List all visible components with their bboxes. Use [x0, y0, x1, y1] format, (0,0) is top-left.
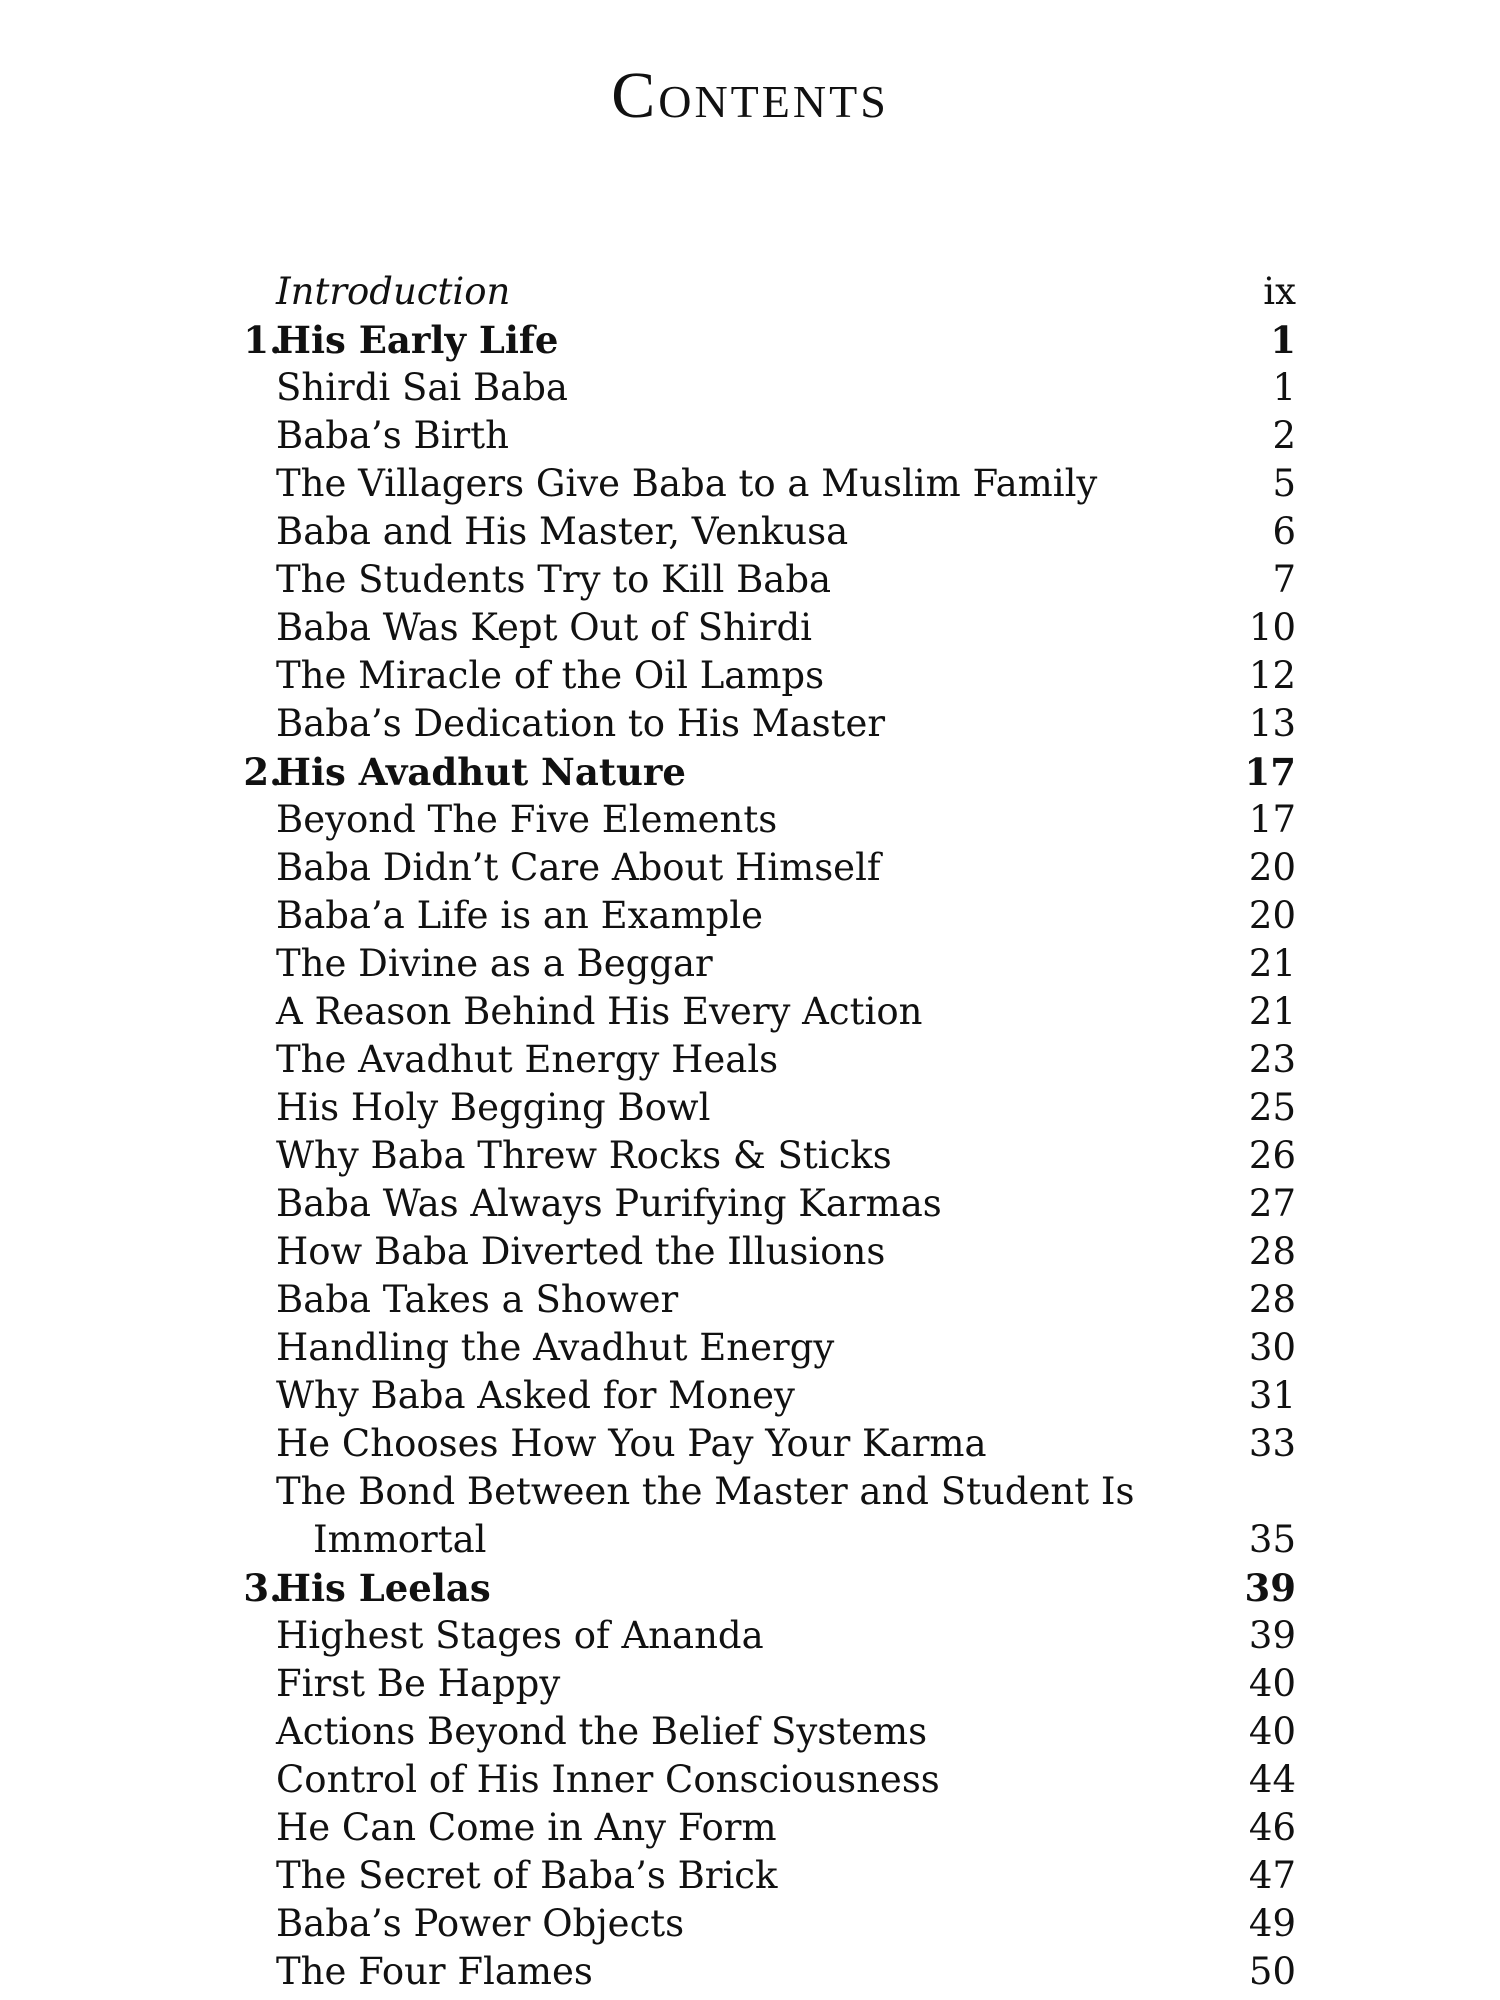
toc-entry-title: Shirdi Sai Baba [276, 366, 568, 409]
toc-entry-title: Baba Takes a Shower [276, 1278, 679, 1321]
toc-entry-page: 21 [1248, 942, 1296, 985]
toc-entry-page: 23 [1248, 1038, 1296, 1081]
toc-entry-page: 5 [1272, 462, 1296, 505]
toc-entry[interactable] [0, 1468, 1500, 1516]
toc-entry-page: 26 [1248, 1134, 1296, 1177]
toc-entry[interactable] [0, 652, 1500, 700]
toc-entry-title: First Be Happy [276, 1662, 561, 1705]
toc-entry-page: 31 [1248, 1374, 1296, 1417]
toc-entry[interactable] [0, 1612, 1500, 1660]
toc-entry-page: 12 [1248, 654, 1296, 697]
toc-entry[interactable] [0, 412, 1500, 460]
toc-entry-page: 39 [1248, 1614, 1296, 1657]
toc-entry-title: Baba Didn’t Care About Himself [276, 846, 881, 889]
toc-entry[interactable] [0, 1756, 1500, 1804]
toc-entry[interactable] [0, 1132, 1500, 1180]
toc-entry-title: Actions Beyond the Belief Systems [276, 1710, 928, 1753]
toc-entry[interactable] [0, 1804, 1500, 1852]
chapter-page: 1 [1270, 318, 1296, 362]
toc-entry-page: 17 [1248, 798, 1296, 841]
toc-entry-page: 13 [1248, 702, 1296, 745]
toc-entry[interactable] [0, 892, 1500, 940]
toc-entry-page: 33 [1248, 1422, 1296, 1465]
toc-entry[interactable] [0, 460, 1500, 508]
toc-entry-title: Beyond The Five Elements [276, 798, 778, 841]
toc-entry-title: The Divine as a Beggar [276, 942, 713, 985]
toc-entry-page: 35 [1248, 1518, 1296, 1561]
toc-entry-title: The Miracle of the Oil Lamps [276, 654, 825, 697]
toc-entry[interactable] [0, 364, 1500, 412]
toc-entry[interactable] [0, 844, 1500, 892]
toc-entry-title: The Students Try to Kill Baba [276, 558, 832, 601]
toc-entry-title: The Avadhut Energy Heals [276, 1038, 779, 1081]
toc-entry-title: Control of His Inner Consciousness [276, 1758, 940, 1801]
toc-entry[interactable] [0, 1708, 1500, 1756]
toc-entry[interactable] [0, 988, 1500, 1036]
toc-entry-page: 46 [1248, 1806, 1296, 1849]
toc-entry-page: 30 [1248, 1326, 1296, 1369]
toc-entry-page: 44 [1248, 1758, 1296, 1801]
toc-entry-page: 28 [1248, 1230, 1296, 1273]
toc-entry-title: Baba Was Always Purifying Karmas [276, 1182, 942, 1225]
toc-entry-page: 10 [1248, 606, 1296, 649]
toc-entry-title: Baba and His Master, Venkusa [276, 510, 849, 553]
toc-entry-page: 25 [1248, 1086, 1296, 1129]
toc-entry-page: 1 [1272, 366, 1296, 409]
chapter-page: 17 [1244, 750, 1296, 794]
toc-entry-page: 47 [1248, 1854, 1296, 1897]
toc-entry-title: He Can Come in Any Form [276, 1806, 777, 1849]
toc-entry-title: Why Baba Asked for Money [276, 1374, 795, 1417]
toc-entry-title: How Baba Diverted the Illusions [276, 1230, 886, 1273]
toc-entry-title: The Villagers Give Baba to a Muslim Family [276, 462, 1098, 505]
toc-entry[interactable] [0, 1276, 1500, 1324]
chapter-title: His Avadhut Nature [276, 750, 686, 794]
toc-entry[interactable] [0, 604, 1500, 652]
chapter-page: 39 [1244, 1566, 1296, 1610]
page-title: Contents [611, 59, 889, 132]
toc-entry-title: Baba’s Power Objects [276, 1902, 685, 1945]
toc-entry-page: 2 [1272, 414, 1296, 457]
toc-entry-title: Why Baba Threw Rocks & Sticks [276, 1134, 892, 1177]
toc-entry-page: 6 [1272, 510, 1296, 553]
toc-entry[interactable] [0, 700, 1500, 748]
toc-entry[interactable] [0, 1420, 1500, 1468]
toc-entry[interactable] [0, 1036, 1500, 1084]
toc-entry-title: Baba Was Kept Out of Shirdi [276, 606, 812, 649]
toc-entry-title: The Bond Between the Master and Student Is [276, 1470, 1135, 1513]
toc-entry[interactable] [0, 1660, 1500, 1708]
toc-chapter-2[interactable] [0, 748, 1500, 796]
toc-entry[interactable] [0, 1372, 1500, 1420]
toc-entry-title: Introduction [276, 270, 511, 313]
toc-entry-title: Handling the Avadhut Energy [276, 1326, 835, 1369]
toc-entry[interactable] [0, 940, 1500, 988]
toc-entry[interactable] [0, 556, 1500, 604]
toc-entry[interactable] [0, 1324, 1500, 1372]
toc-entry-title: He Chooses How You Pay Your Karma [276, 1422, 987, 1465]
toc-entry-page: 50 [1248, 1950, 1296, 1993]
toc-entry-page: 21 [1248, 990, 1296, 1033]
toc-entry-title: Highest Stages of Ananda [276, 1614, 764, 1657]
toc-entry-page: 27 [1248, 1182, 1296, 1225]
chapter-number: 2. [243, 750, 282, 794]
toc-entry-title: The Four Flames [276, 1950, 593, 1993]
toc-entry-introduction[interactable] [0, 268, 1500, 316]
toc-entry-continuation[interactable] [0, 1516, 1500, 1564]
toc-entry[interactable] [0, 1084, 1500, 1132]
toc-entry-title: Baba’s Birth [276, 414, 509, 457]
toc-entry-page: 20 [1248, 846, 1296, 889]
toc-entry-page: 40 [1248, 1662, 1296, 1705]
toc-entry[interactable] [0, 1852, 1500, 1900]
toc-entry-title: Baba’s Dedication to His Master [276, 702, 886, 745]
toc-entry[interactable] [0, 1900, 1500, 1948]
toc-entry-page: ix [1263, 270, 1296, 313]
toc-entry-title: Baba’a Life is an Example [276, 894, 763, 937]
toc-entry-title: The Secret of Baba’s Brick [276, 1854, 778, 1897]
toc-entry[interactable] [0, 1180, 1500, 1228]
toc-entry[interactable] [0, 796, 1500, 844]
table-of-contents [0, 268, 1500, 1996]
toc-entry-title: His Holy Begging Bowl [276, 1086, 711, 1129]
toc-entry[interactable] [0, 1228, 1500, 1276]
toc-entry-page: 7 [1272, 558, 1296, 601]
toc-entry-title-continuation: Immortal [313, 1518, 487, 1561]
toc-entry[interactable] [0, 508, 1500, 556]
chapter-title: His Early Life [276, 318, 559, 362]
toc-entry[interactable] [0, 1948, 1500, 1996]
chapter-number: 1. [243, 318, 282, 362]
toc-entry-page: 49 [1248, 1902, 1296, 1945]
chapter-number: 3. [243, 1566, 282, 1610]
toc-chapter-3[interactable] [0, 1564, 1500, 1612]
chapter-title: His Leelas [276, 1566, 491, 1610]
toc-entry-page: 40 [1248, 1710, 1296, 1753]
toc-entry-title: A Reason Behind His Every Action [276, 990, 923, 1033]
toc-entry-page: 28 [1248, 1278, 1296, 1321]
toc-chapter-1[interactable] [0, 316, 1500, 364]
toc-entry-page: 20 [1248, 894, 1296, 937]
